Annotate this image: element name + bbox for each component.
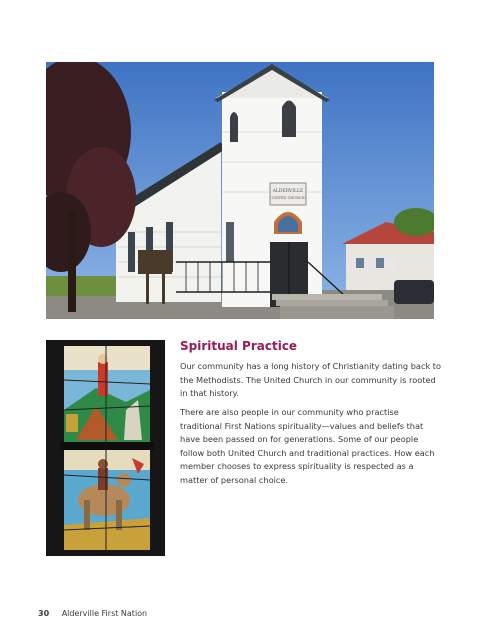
- church-photo: [46, 62, 434, 319]
- stained-glass-photo: [46, 340, 165, 556]
- page-number: 30: [38, 609, 50, 618]
- section-title: Spiritual Practice: [180, 339, 298, 353]
- church-sign-line1: ALDERVILLE: [272, 189, 304, 194]
- church-sign-line2: UNITED CHURCH: [271, 196, 305, 200]
- publication-name: Alderville First Nation: [61, 609, 148, 618]
- paragraph-traditional: There are also people in our community who practise traditional First Nations spirituality—values and beliefs that have been passed on for generations. Some of our people follow both United Church and traditional practices. How each member chooses to express spirituality is respected as a matter of personal choice.: [180, 407, 435, 485]
- page-footer: [38, 609, 147, 618]
- paragraph-history: Our community has a long history of Christianity dating back to the Methodists. The United Church in our community is rooted in that history.: [180, 361, 442, 399]
